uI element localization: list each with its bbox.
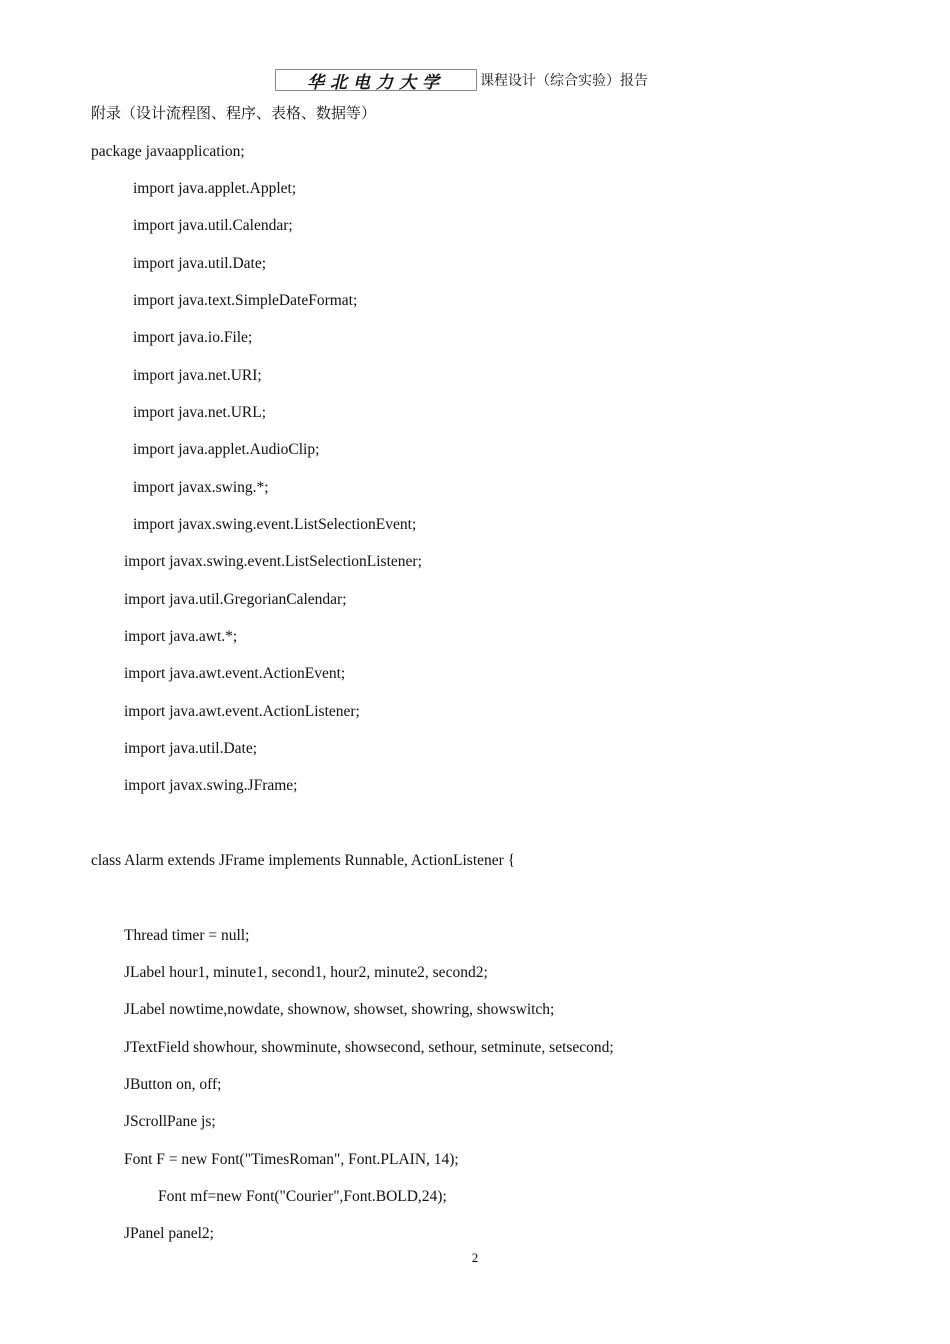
code-line: class Alarm extends JFrame implements Runnable, ActionListener { <box>91 852 516 869</box>
code-line: import java.awt.*; <box>124 628 238 645</box>
code-line: import java.net.URL; <box>133 404 267 421</box>
code-line: JPanel panel2; <box>124 1225 214 1242</box>
code-line: import java.util.Calendar; <box>133 217 293 234</box>
code-line: import java.net.URI; <box>133 367 262 384</box>
code-line: import java.text.SimpleDateFormat; <box>133 292 358 309</box>
logo-text: 华北电力大学 <box>307 72 445 93</box>
code-line: import java.applet.AudioClip; <box>133 441 320 458</box>
code-line: import javax.swing.JFrame; <box>124 777 298 794</box>
university-logo <box>275 69 477 91</box>
code-line: import java.awt.event.ActionListener; <box>124 703 360 720</box>
header-title: 课程设计（综合实验）报告 <box>480 74 648 89</box>
code-line: import javax.swing.event.ListSelectionListener; <box>124 553 422 570</box>
code-line: Font mf=new Font("Courier",Font.BOLD,24); <box>158 1188 447 1205</box>
code-line: import java.awt.event.ActionEvent; <box>124 665 346 682</box>
code-line: import javax.swing.*; <box>133 479 269 496</box>
code-line: import java.util.Date; <box>133 255 267 272</box>
code-line: import java.io.File; <box>133 329 253 346</box>
code-line: import java.util.GregorianCalendar; <box>124 591 347 608</box>
appendix-heading: 附录（设计流程图、程序、表格、数据等） <box>91 106 377 122</box>
code-line: JLabel hour1, minute1, second1, hour2, minute2, second2; <box>124 964 488 981</box>
code-line: JLabel nowtime,nowdate, shownow, showset, showring, showswitch; <box>124 1001 555 1018</box>
code-line: import java.util.Date; <box>124 740 258 757</box>
code-line: import javax.swing.event.ListSelectionEvent; <box>133 516 417 533</box>
page-number: 2 <box>471 1250 479 1265</box>
page-header <box>275 68 648 92</box>
code-line: JScrollPane js; <box>124 1113 216 1130</box>
code-line: Thread timer = null; <box>124 927 250 944</box>
code-line: package javaapplication; <box>91 143 245 160</box>
code-line: JTextField showhour, showminute, showsecond, sethour, setminute, setsecond; <box>124 1039 614 1056</box>
code-line: JButton on, off; <box>124 1076 222 1093</box>
code-line: Font F = new Font("TimesRoman", Font.PLAIN, 14); <box>124 1151 459 1168</box>
code-line: import java.applet.Applet; <box>133 180 297 197</box>
